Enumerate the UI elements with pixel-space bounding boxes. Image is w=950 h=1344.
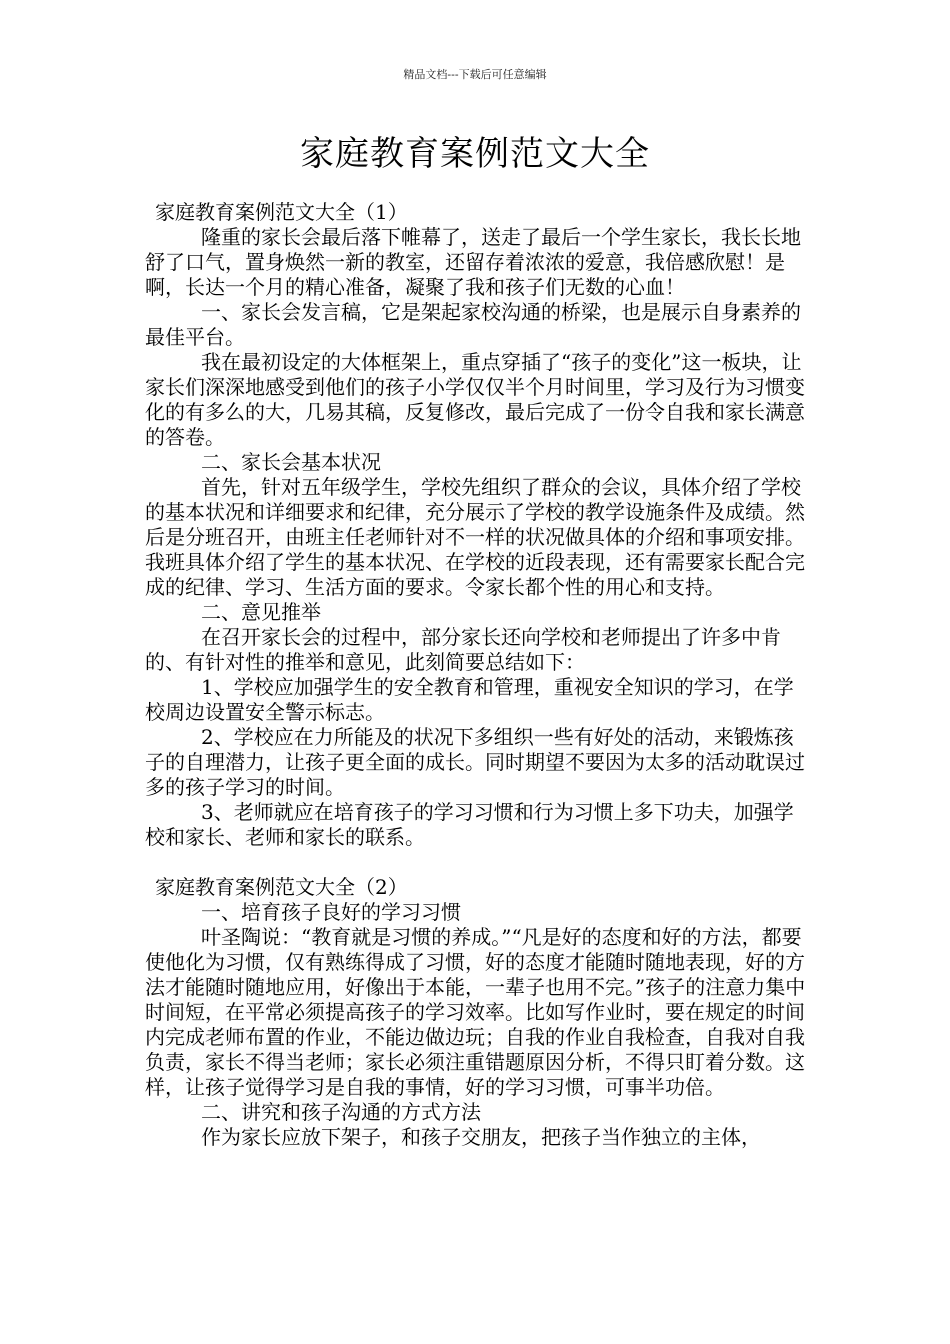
subheading: 一、培育孩子良好的学习习惯: [201, 900, 461, 924]
list-item: 1、学校应加强学生的安全教育和管理，重视安全知识的学习，在学校周边设置安全警示标志。: [145, 675, 794, 724]
paragraph: 作为家长应放下架子，和孩子交朋友，把孩子当作独立的主体，: [201, 1125, 761, 1149]
paragraph: 隆重的家长会最后落下帷幕了，送走了最后一个学生家长，我长长地舒了口气，置身焕然一新的教室，还留存着浓浓的爱意，我倍感欣慰！是啊，长达一个月的精心准备，凝聚了我和孩子们无数的心血！: [145, 225, 801, 299]
subheading: 二、意见推举: [201, 600, 321, 624]
paragraph: 首先，针对五年级学生，学校先组织了群众的会议，具体介绍了学校的基本状况和详细要求和纪律，充分展示了学校的教学设施条件及成绩。然后是分班召开，由班主任老师针对不一样的状况做具体的介绍和事项安排。我班具体介绍了学生的基本状况、在学校的近段表现，还有需要家长配合完成的纪律、学习、生活方面的要求。令家长都个性的用心和支持。: [145, 475, 805, 599]
subheading: 二、讲究和孩子沟通的方式方法: [201, 1100, 481, 1124]
paragraph: 叶圣陶说：“教育就是习惯的养成。”“凡是好的态度和好的方法，都要使他化为习惯，仅有熟练得成了习惯，好的态度才能随时随地表现，好的方法才能随时随地应用，好像出于本能，一辈子也用不完。”孩子的注意力集中时间短，在平常必须提高孩子的学习效率。比如写作业时，要在规定的时间内完成老师布置的作业，不能边做边玩；自我的作业自我检查，自我对自我负责，家长不得当老师；家长必须注重错题原因分析，不得只盯着分数。这样，让孩子觉得学习是自我的事情，好的学习习惯，可事半功倍。: [145, 925, 806, 1099]
section-spacer: [145, 850, 810, 875]
section-heading: 家庭教育案例范文大全（2）: [155, 875, 408, 899]
list-item: 3、老师就应在培育孩子的学习习惯和行为习惯上多下功夫，加强学校和家长、老师和家长的联系。: [145, 800, 794, 849]
paragraph: 一、家长会发言稿，它是架起家校沟通的桥梁，也是展示自身素养的最佳平台。: [145, 300, 801, 349]
document-title: 家庭教育案例范文大全: [300, 134, 650, 174]
paragraph: 在召开家长会的过程中，部分家长还向学校和老师提出了许多中肯的、有针对性的推举和意见，此刻简要总结如下：: [145, 625, 781, 674]
section-heading: 家庭教育案例范文大全（1）: [155, 200, 408, 224]
subheading: 二、家长会基本状况: [201, 450, 381, 474]
list-item: 2、学校应在力所能及的状况下多组织一些有好处的活动，来锻炼孩子的自理潜力，让孩子更全面的成长。同时期望不要因为太多的活动耽误过多的孩子学习的时间。: [145, 725, 805, 799]
document-body: [145, 200, 810, 1150]
paragraph: 我在最初设定的大体框架上，重点穿插了“孩子的变化”这一板块，让家长们深深地感受到他们的孩子小学仅仅半个月时间里，学习及行为习惯变化的有多么的大，几易其稿，反复修改，最后完成了一份令自我和家长满意的答卷。: [145, 350, 805, 449]
header-note: 精品文档---下载后可任意编辑: [403, 68, 547, 81]
